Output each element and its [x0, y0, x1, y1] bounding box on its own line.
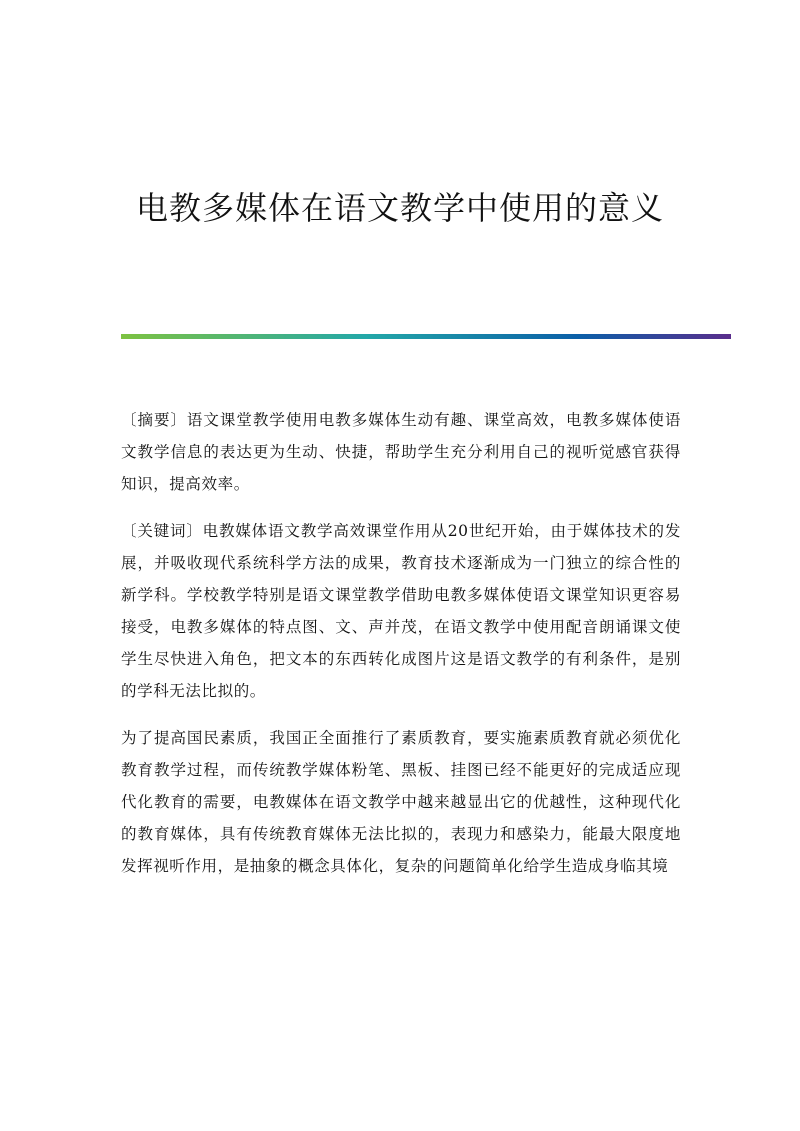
title-divider: [121, 334, 731, 339]
keywords-paragraph: 〔关键词〕电教媒体语文教学高效课堂作用从20世纪开始，由于媒体技术的发展，并吸收现代系统科学方法的成果，教育技术逐渐成为一门独立的综合性的新学科。学校教学特别是语文课堂教学借助电教多媒体使语文课堂知识更容易接受，电教多媒体的特点图、文、声并茂，在语文教学中使用配音朗诵课文使学生尽快进入角色，把文本的东西转化成图片这是语文教学的有利条件，是别的学科无法比拟的。: [121, 522, 681, 700]
body-paragraph: 为了提高国民素质，我国正全面推行了素质教育，要实施素质教育就必须优化教育教学过程，而传统教学媒体粉笔、黑板、挂图已经不能更好的完成适应现代化教育的需要，电教媒体在语文教学中越来越显出它的优越性，这种现代化的教育媒体，具有传统教育媒体无法比拟的，表现力和感染力，能最大限度地发挥视听作用，是抽象的概念具体化，复杂的问题简单化给学生造成身临其境: [121, 729, 681, 875]
document-title: 电教多媒体在语文教学中使用的意义: [135, 189, 664, 227]
document-body: [121, 404, 681, 897]
abstract-paragraph: 〔摘要〕语文课堂教学使用电教多媒体生动有趣、课堂高效，电教多媒体使语文教学信息的表达更为生动、快捷，帮助学生充分利用自己的视听觉感官获得知识，提高效率。: [121, 411, 681, 493]
